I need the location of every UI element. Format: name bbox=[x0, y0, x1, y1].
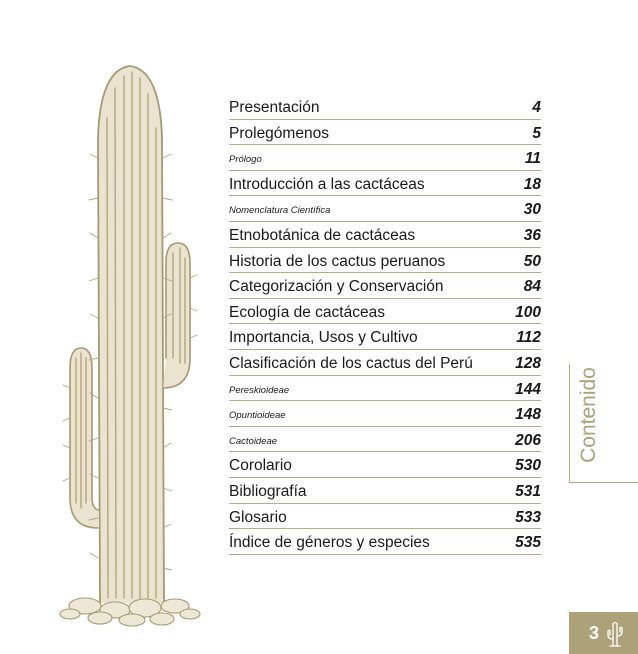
toc-row[interactable] bbox=[229, 452, 541, 478]
toc-page: 148 bbox=[515, 406, 541, 424]
toc-row[interactable] bbox=[229, 376, 541, 402]
toc-label: Importancia, Usos y Cultivo bbox=[229, 329, 418, 347]
toc-label: Corolario bbox=[229, 457, 292, 475]
toc-row[interactable] bbox=[229, 529, 541, 555]
toc-row[interactable] bbox=[229, 299, 541, 325]
toc-row[interactable] bbox=[229, 427, 541, 453]
toc-row[interactable] bbox=[229, 324, 541, 350]
toc-page: 5 bbox=[532, 124, 541, 142]
toc-page: 18 bbox=[523, 175, 541, 193]
toc-row[interactable] bbox=[229, 248, 541, 274]
toc-label: Prólogo bbox=[229, 154, 262, 166]
toc-page: 11 bbox=[524, 150, 541, 168]
toc-page: 144 bbox=[515, 380, 541, 398]
toc-page: 30 bbox=[523, 201, 541, 219]
toc-label: Historia de los cactus peruanos bbox=[229, 252, 446, 270]
toc-page: 531 bbox=[515, 483, 541, 500]
table-of-contents bbox=[229, 94, 541, 555]
toc-row[interactable] bbox=[229, 222, 541, 248]
toc-page: 533 bbox=[515, 508, 541, 526]
toc-row[interactable] bbox=[229, 145, 541, 171]
toc-row[interactable] bbox=[229, 273, 541, 299]
toc-page: 530 bbox=[515, 457, 541, 475]
toc-page: 100 bbox=[515, 303, 541, 321]
toc-label: Introducción a las cactáceas bbox=[229, 175, 425, 193]
toc-row[interactable] bbox=[229, 196, 541, 222]
toc-row[interactable] bbox=[229, 401, 541, 427]
cactus-icon bbox=[603, 619, 627, 647]
toc-page: 112 bbox=[516, 329, 541, 347]
toc-row[interactable] bbox=[229, 478, 541, 504]
side-divider bbox=[569, 364, 570, 482]
toc-label: Prolegómenos bbox=[229, 124, 329, 142]
page-number-badge bbox=[569, 612, 638, 654]
toc-page: 535 bbox=[515, 534, 541, 552]
toc-label: Ecología de cactáceas bbox=[229, 303, 385, 321]
toc-label: Índice de géneros y especies bbox=[229, 534, 430, 552]
toc-label: Etnobotánica de cactáceas bbox=[229, 227, 416, 245]
page-number: 3 bbox=[589, 622, 600, 643]
toc-label: Opuntioideae bbox=[229, 410, 286, 422]
toc-label: Categorización y Conservación bbox=[229, 278, 444, 296]
toc-page: 50 bbox=[523, 252, 541, 270]
toc-label: Cactoideae bbox=[229, 435, 278, 447]
toc-label: Pereskioideae bbox=[229, 384, 290, 396]
toc-label: Glosario bbox=[229, 508, 287, 526]
toc-row[interactable] bbox=[229, 171, 541, 197]
toc-row[interactable] bbox=[229, 120, 541, 146]
toc-row[interactable] bbox=[229, 94, 541, 120]
toc-row[interactable] bbox=[229, 350, 541, 376]
toc-page: 4 bbox=[532, 99, 541, 117]
cactus-illustration bbox=[30, 58, 230, 628]
toc-page: 128 bbox=[515, 355, 541, 373]
side-divider-horizontal bbox=[569, 482, 638, 483]
toc-label: Nomenclatura Científica bbox=[229, 205, 331, 217]
toc-label: Bibliografía bbox=[229, 483, 307, 500]
toc-page: 36 bbox=[523, 227, 541, 245]
toc-page: 206 bbox=[515, 431, 541, 449]
section-title: Contenido bbox=[577, 367, 600, 463]
toc-page: 84 bbox=[523, 278, 541, 296]
toc-label: Clasificación de los cactus del Perú bbox=[229, 355, 473, 373]
toc-row[interactable] bbox=[229, 504, 541, 530]
toc-label: Presentación bbox=[229, 99, 320, 117]
